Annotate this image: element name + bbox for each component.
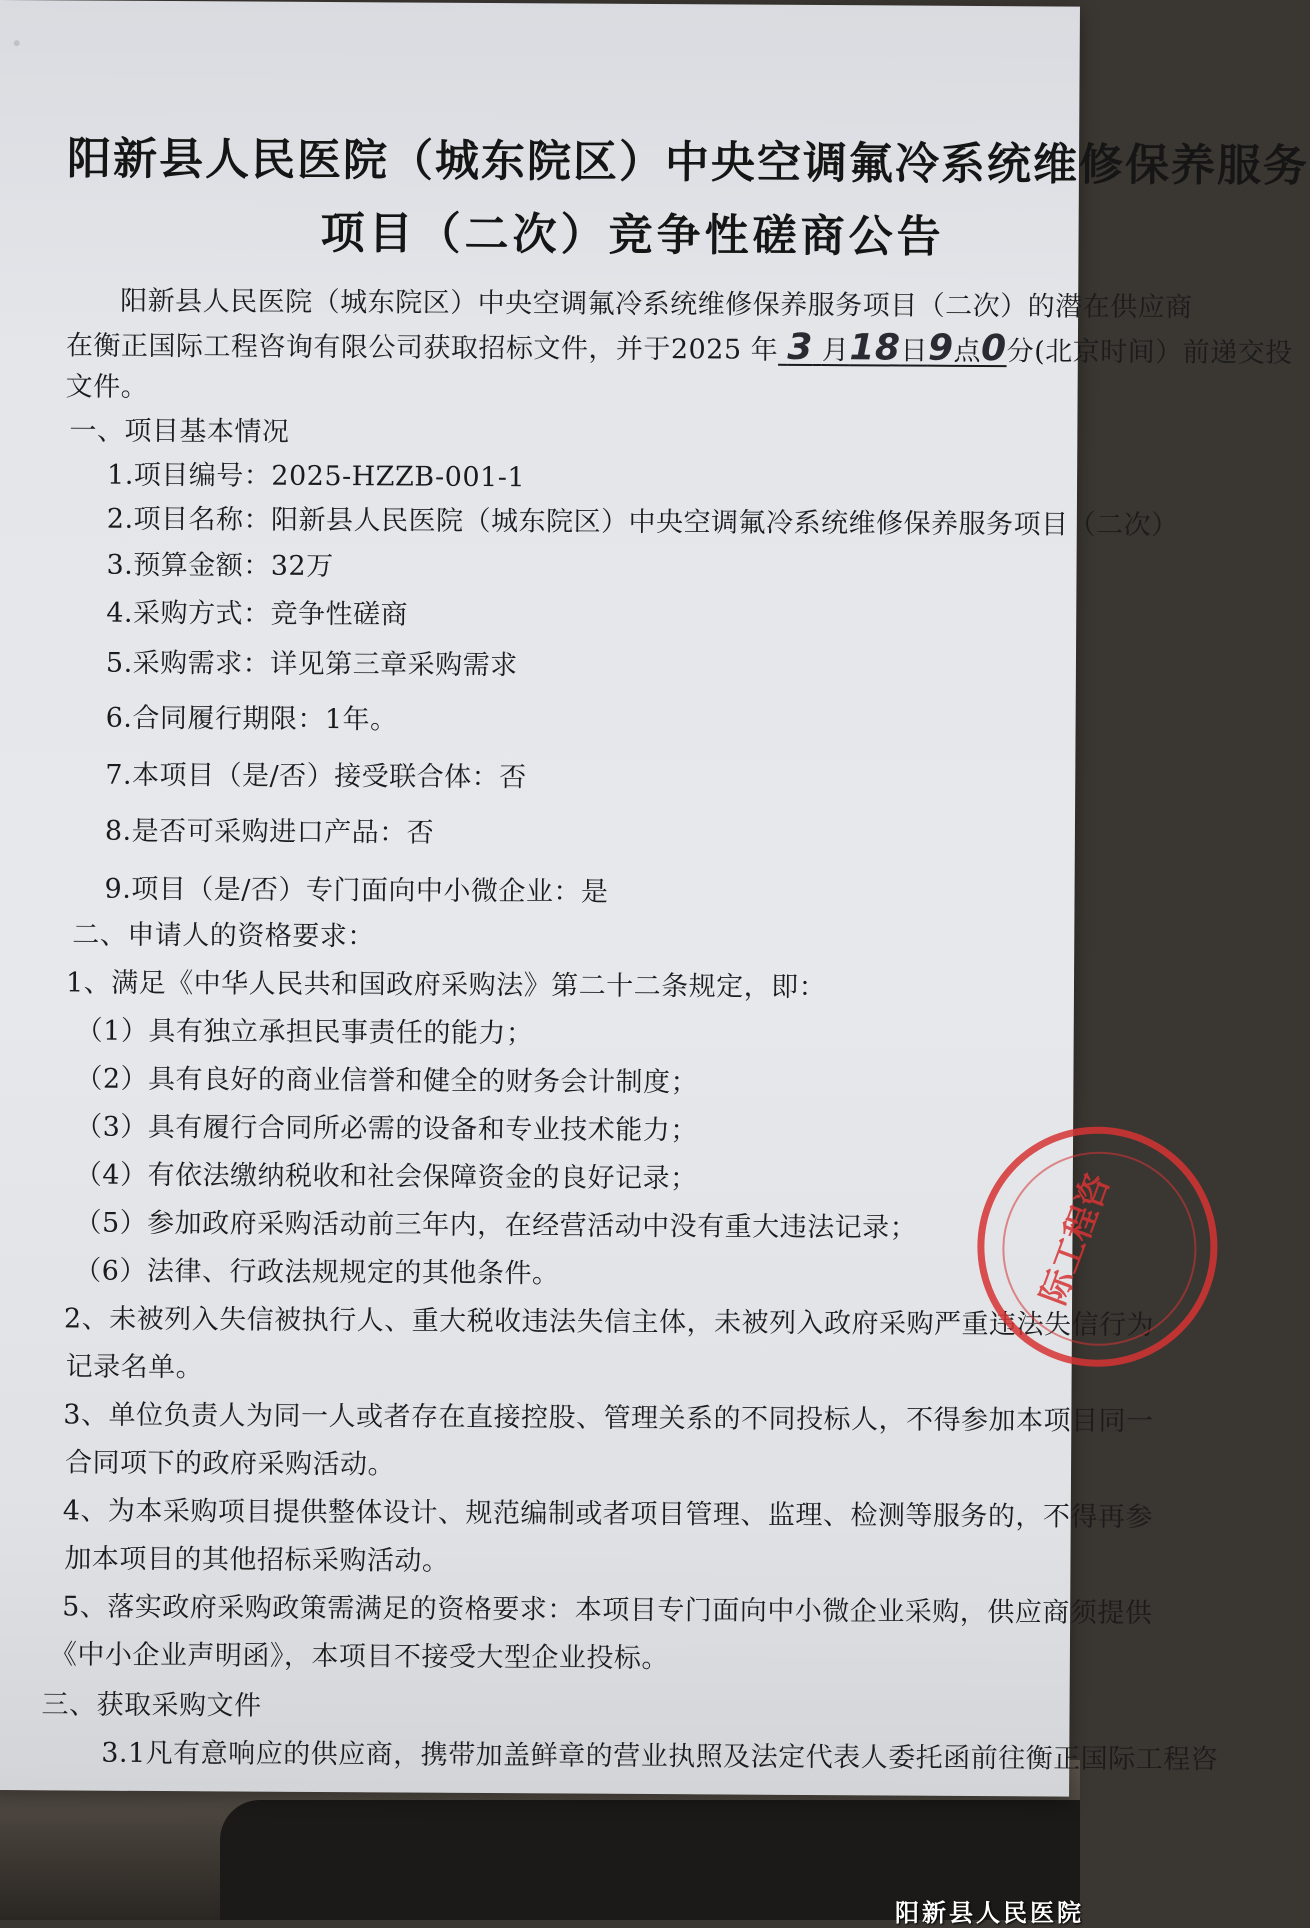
deadline-fill: 3 月18日9点0 bbox=[787, 326, 1007, 370]
requirement-sub: （6）法律、行政法规规定的其他条件。 bbox=[74, 1255, 560, 1290]
project-item: 4.采购方式：竞争性磋商 bbox=[106, 597, 409, 631]
project-item: 8.是否可采购进口产品：否 bbox=[104, 815, 435, 849]
project-item: 6.合同履行期限：1年。 bbox=[105, 702, 398, 736]
requirement-sub: （1）具有独立承担民事责任的能力； bbox=[75, 1015, 534, 1050]
handwritten-day: 18 bbox=[849, 327, 901, 369]
section3-heading: 三、获取采购文件 bbox=[41, 1689, 262, 1722]
section3-1: 3.1凡有意响应的供应商，携带加盖鲜章的营业执照及法定代表人委托函前往衡正国际工程咨 bbox=[101, 1737, 1219, 1776]
requirement-3: 3、单位负责人为同一人或者存在直接控股、管理关系的不同投标人，不得参加本项目同一 bbox=[63, 1399, 1154, 1438]
project-item: 3.预算金额：32万 bbox=[106, 549, 334, 583]
red-seal-text: 际工程咨 bbox=[1033, 1168, 1119, 1311]
handwritten-minute: 0 bbox=[980, 328, 1007, 370]
section2-heading: 二、申请人的资格要求： bbox=[72, 919, 375, 953]
requirement-4: 4、为本采购项目提供整体设计、规范编制或者项目管理、监理、检测等服务的，不得再参 bbox=[62, 1495, 1154, 1534]
doc-title-line2: 项目（二次）竞争性磋商公告 bbox=[320, 207, 945, 263]
requirement-2-cont: 记录名单。 bbox=[65, 1351, 204, 1384]
section1-heading: 一、项目基本情况 bbox=[69, 415, 290, 448]
intro-line3: 文件。 bbox=[65, 371, 149, 403]
requirement-sub: （2）具有良好的商业信誉和健全的财务会计制度； bbox=[75, 1063, 699, 1099]
account-watermark: 阳新县人民医院 bbox=[895, 1899, 1084, 1927]
project-item: 9.项目（是/否）专门面向中小微企业：是 bbox=[104, 873, 609, 908]
handwritten-month: 3 bbox=[787, 326, 813, 368]
handwritten-hour: 9 bbox=[927, 327, 954, 369]
doc-title-line1: 阳新县人民医院（城东院区）中央空调氟冷系统维修保养服务 bbox=[66, 133, 1310, 192]
red-seal-stamp bbox=[977, 1126, 1218, 1367]
requirement-4-cont: 加本项目的其他招标采购活动。 bbox=[64, 1543, 450, 1577]
requirement-sub: （3）具有履行合同所必需的设备和专业技术能力； bbox=[75, 1111, 698, 1147]
requirement-5: 5、落实政府采购政策需满足的资格要求：本项目专门面向中小微企业采购，供应商须提供 bbox=[62, 1591, 1153, 1630]
requirement-5-cont: 《中小企业声明函》，本项目不接受大型企业投标。 bbox=[49, 1639, 669, 1675]
requirement-3-cont: 合同项下的政府采购活动。 bbox=[64, 1447, 396, 1481]
requirement-1: 1、满足《中华人民共和国政府采购法》第二十二条规定，即： bbox=[65, 967, 827, 1004]
project-item: 7.本项目（是/否）接受联合体：否 bbox=[105, 759, 527, 794]
requirement-sub: （4）有依法缴纳税收和社会保障资金的良好记录； bbox=[74, 1159, 698, 1195]
project-item: 2.项目名称：阳新县人民医院（城东院区）中央空调氟冷系统维修保养服务项目（二次） bbox=[106, 503, 1179, 542]
project-item: 5.采购需求：详见第三章采购需求 bbox=[105, 647, 518, 682]
requirement-sub: （5）参加政府采购活动前三年内，在经营活动中没有重大违法记录； bbox=[74, 1207, 918, 1244]
intro-line2: 在衡正国际工程咨询有限公司获取招标文件，并于2025 年 3 月18日9点0分(北京时间）前递交投 bbox=[65, 326, 1293, 370]
project-item: 1.项目编号：2025-HZZB-001-1 bbox=[107, 459, 526, 494]
requirement-2: 2、未被列入失信被执行人、重大税收违法失信主体，未被列入政府采购严重违法失信行为 bbox=[63, 1303, 1155, 1342]
intro-line1: 阳新县人民医院（城东院区）中央空调氟冷系统维修保养服务项目（二次）的潜在供应商 bbox=[120, 285, 1193, 324]
paper-mark bbox=[14, 40, 20, 46]
